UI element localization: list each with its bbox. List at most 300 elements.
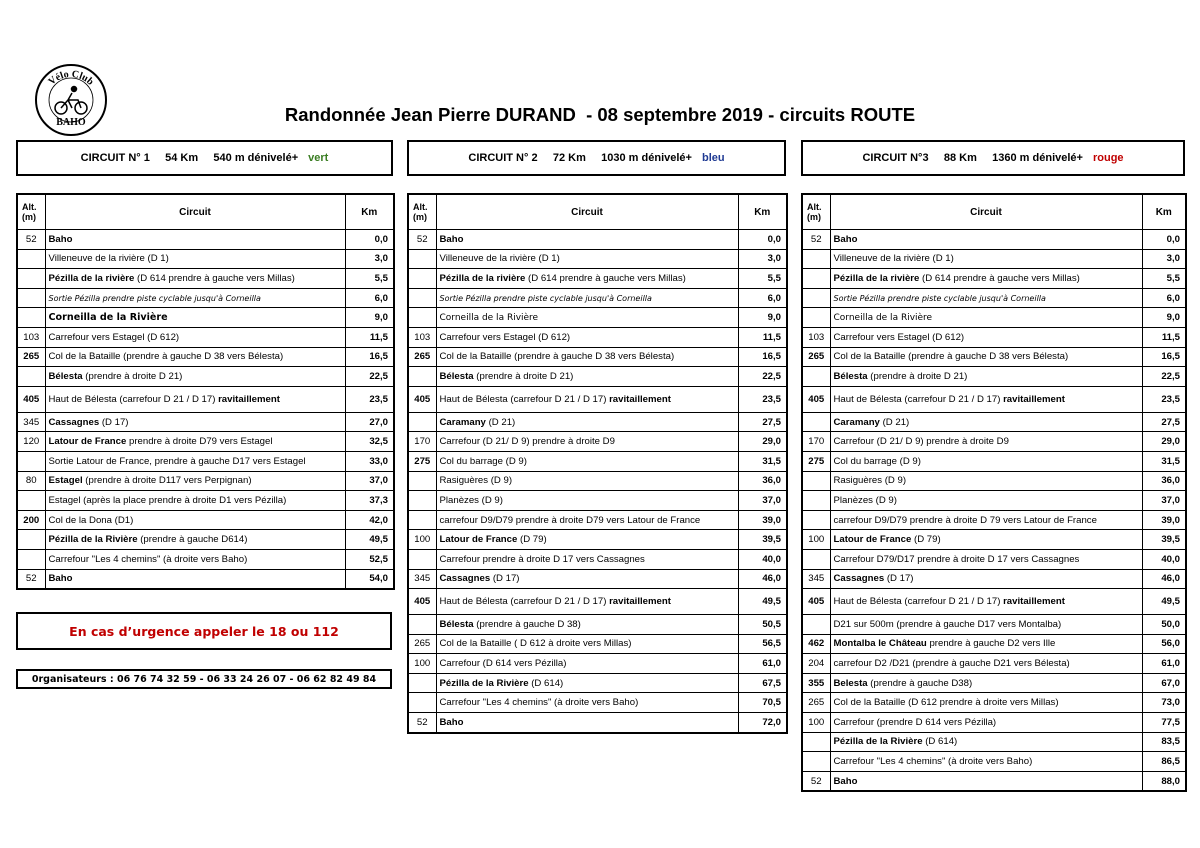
km-cell: 11,5 [1142, 327, 1186, 347]
table-row [17, 308, 394, 328]
circuit-3-table [801, 193, 1187, 792]
waypoint-cell [436, 308, 738, 328]
table-row [802, 634, 1186, 654]
km-cell: 27,5 [738, 412, 787, 432]
waypoint-cell [45, 471, 345, 491]
table-row [408, 327, 787, 347]
waypoint-cell [830, 530, 1142, 550]
waypoint-detail: Sortie Pézilla prendre piste cyclable jusqu'à Corneilla [48, 293, 261, 303]
circuit-1-header [16, 140, 393, 176]
km-cell: 22,5 [738, 367, 787, 387]
waypoint-cell [830, 654, 1142, 674]
waypoint-cell [830, 347, 1142, 367]
table-row [408, 308, 787, 328]
waypoint-cell [436, 530, 738, 550]
altitude-cell: 170 [408, 432, 436, 452]
table-row [17, 412, 394, 432]
waypoint-name: Cassagnes [439, 573, 491, 585]
waypoint-detail: Carrefour vers Estagel (D 612) [48, 331, 180, 343]
waypoint-name: Pézilla de la Rivière [48, 534, 138, 546]
altitude-cell: 100 [408, 654, 436, 674]
waypoint-detail: Sortie Latour de France, prendre à gauche D17 vers Estagel [48, 455, 306, 467]
waypoint-name: Bélesta [439, 370, 474, 382]
table-row [802, 386, 1186, 412]
table-row [17, 530, 394, 550]
waypoint-cell [436, 451, 738, 471]
altitude-cell [17, 288, 45, 308]
waypoint-cell [830, 249, 1142, 269]
altitude-cell: 265 [802, 347, 830, 367]
col-km: Km [738, 194, 787, 230]
waypoint-cell [830, 673, 1142, 693]
altitude-cell: 52 [802, 771, 830, 791]
altitude-cell: 100 [802, 713, 830, 733]
table-row [17, 230, 394, 250]
table-row [17, 367, 394, 387]
km-cell: 72,0 [738, 713, 787, 733]
waypoint-detail: (D 17) [99, 416, 129, 428]
table-row [408, 530, 787, 550]
waypoint-cell [45, 288, 345, 308]
waypoint-detail: Col de la Bataille (prendre à gauche D 38 vers Bélesta) [439, 351, 675, 363]
km-cell: 67,0 [1142, 673, 1186, 693]
table-row [408, 569, 787, 589]
km-cell: 23,5 [738, 386, 787, 412]
km-cell: 9,0 [345, 308, 394, 328]
waypoint-name: Pézilla de la rivière [439, 272, 526, 284]
altitude-cell: 405 [802, 589, 830, 615]
circuit-label: CIRCUIT N° 2 72 Km 1030 m dénivelé+ [468, 152, 692, 164]
table-row [408, 269, 787, 289]
km-cell: 16,5 [1142, 347, 1186, 367]
waypoint-name: Bélesta [48, 370, 83, 382]
refreshment-label: ravitaillement [1003, 393, 1065, 405]
table-row [408, 412, 787, 432]
circuit-2-table [407, 193, 788, 734]
waypoint-detail: Carrefour prendre à droite D 17 vers Cassagnes [439, 553, 645, 565]
waypoint-detail: Carrefour "Les 4 chemins" (à droite vers Baho) [833, 756, 1033, 768]
waypoint-detail: Haut de Bélesta (carrefour D 21 / D 17) [48, 393, 219, 405]
waypoint-name: Montalba le Château [833, 638, 927, 650]
table-row [802, 432, 1186, 452]
table-row [17, 386, 394, 412]
waypoint-detail: (prendre à droite D117 vers Perpignan) [82, 475, 252, 487]
table-row [17, 491, 394, 511]
altitude-cell: 405 [408, 589, 436, 615]
waypoint-cell [830, 327, 1142, 347]
waypoint-cell [45, 230, 345, 250]
circuit-1-table [16, 193, 395, 590]
altitude-cell: 120 [17, 432, 45, 452]
altitude-cell: 275 [408, 451, 436, 471]
waypoint-detail: Haut de Bélesta (carrefour D 21 / D 17) [439, 393, 610, 405]
table-row [17, 569, 394, 589]
km-cell: 46,0 [1142, 569, 1186, 589]
waypoint-cell [830, 732, 1142, 752]
table-row [802, 451, 1186, 471]
km-cell: 39,5 [738, 530, 787, 550]
waypoint-cell [45, 327, 345, 347]
altitude-cell: 103 [17, 327, 45, 347]
km-cell: 33,0 [345, 451, 394, 471]
waypoint-detail: Villeneuve de la rivière (D 1) [439, 253, 560, 265]
km-cell: 70,5 [738, 693, 787, 713]
circuit-3-header [801, 140, 1185, 176]
altitude-cell: 52 [17, 230, 45, 250]
km-cell: 83,5 [1142, 732, 1186, 752]
altitude-cell [802, 615, 830, 635]
emergency-notice: En cas d’urgence appeler le 18 ou 112 [16, 612, 392, 650]
waypoint-detail: Villeneuve de la rivière (D 1) [48, 253, 169, 265]
waypoint-detail: Col de la Bataille ( D 612 à droite vers Millas) [439, 638, 632, 650]
waypoint-cell [830, 510, 1142, 530]
waypoint-cell [830, 693, 1142, 713]
km-cell: 56,0 [1142, 634, 1186, 654]
table-row [17, 249, 394, 269]
altitude-cell: 103 [802, 327, 830, 347]
waypoint-cell [830, 569, 1142, 589]
altitude-cell [408, 288, 436, 308]
km-cell: 37,0 [345, 471, 394, 491]
waypoint-cell [436, 713, 738, 733]
table-row [408, 510, 787, 530]
waypoint-name: Baho [439, 716, 464, 728]
km-cell: 5,5 [738, 269, 787, 289]
table-row [802, 569, 1186, 589]
table-row [802, 732, 1186, 752]
waypoint-cell [436, 569, 738, 589]
waypoint-detail: prendre à droite D79 vers Estagel [126, 436, 273, 448]
table-row [802, 367, 1186, 387]
altitude-cell [802, 752, 830, 772]
km-cell: 56,5 [738, 634, 787, 654]
altitude-cell: 100 [802, 530, 830, 550]
table-row [17, 510, 394, 530]
waypoint-name: Caramany [439, 416, 486, 428]
waypoint-cell [830, 230, 1142, 250]
waypoint-detail: (D 614 prendre à gauche vers Millas) [919, 272, 1080, 284]
waypoint-name: Bélesta [833, 370, 868, 382]
waypoint-name: Pézilla de la rivière [48, 272, 135, 284]
table-row [802, 615, 1186, 635]
waypoint-detail: (prendre à droite D 21) [867, 370, 968, 382]
logo-top-text: Vélo Club [46, 68, 96, 88]
km-cell: 5,5 [1142, 269, 1186, 289]
waypoint-cell [45, 569, 345, 589]
waypoint-detail: Rasiguères (D 9) [833, 475, 907, 487]
waypoint-cell [436, 367, 738, 387]
waypoint-detail: (D 614 prendre à gauche vers Millas) [525, 272, 686, 284]
altitude-cell: 100 [408, 530, 436, 550]
km-cell: 0,0 [1142, 230, 1186, 250]
km-cell: 0,0 [345, 230, 394, 250]
waypoint-cell [830, 386, 1142, 412]
table-row [408, 471, 787, 491]
waypoint-detail: Corneilla de la Rivière [833, 313, 933, 324]
km-cell: 3,0 [345, 249, 394, 269]
altitude-cell: 355 [802, 673, 830, 693]
altitude-cell [408, 693, 436, 713]
waypoint-detail: carrefour D9/D79 prendre à droite D 79 vers Latour de France [833, 514, 1097, 526]
km-cell: 42,0 [345, 510, 394, 530]
waypoint-detail: Sortie Pézilla prendre piste cyclable jusqu'à Corneilla [833, 293, 1046, 303]
altitude-cell [408, 491, 436, 511]
svg-text:Vélo Club [46, 69, 95, 88]
altitude-cell: 405 [802, 386, 830, 412]
km-cell: 39,0 [738, 510, 787, 530]
km-cell: 6,0 [1142, 288, 1186, 308]
km-cell: 39,5 [1142, 530, 1186, 550]
club-logo [34, 63, 108, 137]
waypoint-detail: (prendre à droite D 21) [82, 370, 183, 382]
table-row [408, 367, 787, 387]
altitude-cell [408, 673, 436, 693]
altitude-cell [17, 451, 45, 471]
km-cell: 6,0 [345, 288, 394, 308]
waypoint-cell [830, 367, 1142, 387]
km-cell: 23,5 [1142, 386, 1186, 412]
altitude-cell: 265 [802, 693, 830, 713]
altitude-cell [802, 367, 830, 387]
altitude-cell [802, 308, 830, 328]
altitude-cell: 265 [17, 347, 45, 367]
altitude-cell [802, 471, 830, 491]
waypoint-cell [45, 491, 345, 511]
km-cell: 67,5 [738, 673, 787, 693]
altitude-cell: 405 [408, 386, 436, 412]
table-row [802, 589, 1186, 615]
altitude-cell [802, 269, 830, 289]
waypoint-cell [436, 412, 738, 432]
waypoint-cell [436, 654, 738, 674]
waypoint-cell [830, 771, 1142, 791]
waypoint-detail: (D 614) [528, 677, 564, 689]
waypoint-name: Pézilla de la Rivière [439, 677, 529, 689]
altitude-cell [17, 269, 45, 289]
waypoint-cell [436, 634, 738, 654]
waypoint-name: Baho [48, 233, 73, 245]
table-row [408, 654, 787, 674]
circuit-color: bleu [701, 152, 725, 164]
waypoint-cell [45, 530, 345, 550]
altitude-cell [802, 412, 830, 432]
table-row [802, 771, 1186, 791]
km-cell: 0,0 [738, 230, 787, 250]
table-row [408, 549, 787, 569]
waypoint-detail: Corneilla de la Rivière [439, 313, 539, 324]
waypoint-name: Cassagnes [48, 416, 100, 428]
km-cell: 73,0 [1142, 693, 1186, 713]
km-cell: 37,3 [345, 491, 394, 511]
waypoint-name: Belesta [833, 677, 868, 689]
km-cell: 16,5 [738, 347, 787, 367]
table-row [802, 327, 1186, 347]
waypoint-detail: (prendre à droite D 21) [473, 370, 574, 382]
refreshment-label: ravitaillement [609, 393, 671, 405]
waypoint-detail: Col de la Bataille (D 612 prendre à droite vers Millas) [833, 697, 1059, 709]
waypoint-name: Pézilla de la Rivière [833, 736, 923, 748]
km-cell: 22,5 [345, 367, 394, 387]
col-circuit: Circuit [830, 194, 1142, 230]
table-row [408, 288, 787, 308]
waypoint-detail: Col de la Dona (D1) [48, 514, 134, 526]
altitude-cell [17, 367, 45, 387]
waypoint-detail: (prendre à gauche D614) [137, 534, 248, 546]
table-row [408, 249, 787, 269]
altitude-cell [17, 249, 45, 269]
waypoint-cell [45, 249, 345, 269]
altitude-cell [408, 471, 436, 491]
col-alt: Alt. (m) [408, 194, 436, 230]
waypoint-name: Bélesta [439, 618, 474, 630]
table-row [17, 288, 394, 308]
km-cell: 37,0 [738, 491, 787, 511]
waypoint-cell [830, 432, 1142, 452]
altitude-cell: 275 [802, 451, 830, 471]
km-cell: 77,5 [1142, 713, 1186, 733]
refreshment-label: ravitaillement [1003, 596, 1065, 608]
table-row [802, 269, 1186, 289]
waypoint-detail: Carrefour "Les 4 chemins" (à droite vers Baho) [48, 553, 248, 565]
table-row [408, 491, 787, 511]
table-row [802, 491, 1186, 511]
waypoint-name: Latour de France [48, 436, 127, 448]
table-row [408, 589, 787, 615]
waypoint-cell [45, 386, 345, 412]
waypoint-cell [45, 347, 345, 367]
altitude-cell: 405 [17, 386, 45, 412]
waypoint-cell [45, 269, 345, 289]
logo-bottom-text: BAHO [56, 117, 86, 128]
altitude-cell: 265 [408, 347, 436, 367]
circuit-label: CIRCUIT N°3 88 Km 1360 m dénivelé+ [862, 152, 1083, 164]
waypoint-detail: (D 21) [485, 416, 516, 428]
waypoint-detail: carrefour D2 /D21 (prendre à gauche D21 vers Bélesta) [833, 658, 1070, 670]
waypoint-cell [830, 549, 1142, 569]
waypoint-detail: (prendre à gauche D 38) [473, 618, 581, 630]
waypoint-cell [436, 432, 738, 452]
altitude-cell: 52 [408, 230, 436, 250]
altitude-cell: 52 [802, 230, 830, 250]
km-cell: 27,0 [345, 412, 394, 432]
col-km: Km [1142, 194, 1186, 230]
km-cell: 49,5 [738, 589, 787, 615]
table-row [408, 713, 787, 733]
waypoint-cell [436, 288, 738, 308]
waypoint-detail: Planèzes (D 9) [439, 494, 503, 506]
table-row [408, 634, 787, 654]
table-row [802, 347, 1186, 367]
waypoint-name: Estagel [48, 475, 83, 487]
waypoint-detail: Col de la Bataille (prendre à gauche D 38 vers Bélesta) [833, 351, 1069, 363]
waypoint-detail: Carrefour vers Estagel (D 612) [833, 331, 965, 343]
km-cell: 40,0 [1142, 549, 1186, 569]
waypoint-detail: carrefour D9/D79 prendre à droite D79 vers Latour de France [439, 514, 701, 526]
waypoint-cell [830, 308, 1142, 328]
waypoint-cell [436, 673, 738, 693]
table-row [408, 230, 787, 250]
km-cell: 32,5 [345, 432, 394, 452]
refreshment-label: ravitaillement [218, 393, 280, 405]
km-cell: 27,5 [1142, 412, 1186, 432]
waypoint-name: Baho [439, 233, 464, 245]
km-cell: 29,0 [1142, 432, 1186, 452]
refreshment-label: ravitaillement [609, 596, 671, 608]
waypoint-detail: (prendre à gauche D38) [867, 677, 973, 689]
km-cell: 54,0 [345, 569, 394, 589]
waypoint-detail: Haut de Bélesta (carrefour D 21 / D 17) [439, 596, 610, 608]
waypoint-cell [436, 249, 738, 269]
waypoint-cell [436, 510, 738, 530]
waypoint-name: Cassagnes [833, 573, 885, 585]
waypoint-detail: Carrefour D79/D17 prendre à droite D 17 vers Cassagnes [833, 553, 1080, 565]
waypoint-name: Caramany [833, 416, 880, 428]
km-cell: 88,0 [1142, 771, 1186, 791]
km-cell: 61,0 [1142, 654, 1186, 674]
waypoint-detail: Carrefour vers Estagel (D 612) [439, 331, 571, 343]
altitude-cell [802, 549, 830, 569]
col-km: Km [345, 194, 394, 230]
page-title: Randonnée Jean Pierre DURAND - 08 septembre 2019 - circuits ROUTE [284, 104, 916, 125]
waypoint-detail: Villeneuve de la rivière (D 1) [833, 253, 954, 265]
waypoint-cell [45, 432, 345, 452]
col-alt: Alt. (m) [17, 194, 45, 230]
altitude-cell [802, 732, 830, 752]
altitude-cell: 103 [408, 327, 436, 347]
col-circuit: Circuit [45, 194, 345, 230]
waypoint-cell [830, 752, 1142, 772]
km-cell: 50,5 [738, 615, 787, 635]
altitude-cell: 200 [17, 510, 45, 530]
altitude-cell: 80 [17, 471, 45, 491]
waypoint-cell [436, 386, 738, 412]
waypoint-cell [45, 412, 345, 432]
table-row [802, 288, 1186, 308]
waypoint-cell [436, 327, 738, 347]
altitude-cell [802, 491, 830, 511]
km-cell: 49,5 [345, 530, 394, 550]
altitude-cell [408, 549, 436, 569]
waypoint-detail: Haut de Bélesta (carrefour D 21 / D 17) [833, 596, 1004, 608]
table-row [17, 471, 394, 491]
cyclist-icon [55, 87, 87, 115]
km-cell: 11,5 [345, 327, 394, 347]
km-cell: 50,0 [1142, 615, 1186, 635]
altitude-cell [408, 269, 436, 289]
waypoint-detail: Col de la Bataille (prendre à gauche D 38 vers Bélesta) [48, 351, 284, 363]
altitude-cell [17, 530, 45, 550]
altitude-cell [408, 615, 436, 635]
km-cell: 5,5 [345, 269, 394, 289]
altitude-cell [17, 549, 45, 569]
altitude-cell [408, 308, 436, 328]
waypoint-cell [830, 451, 1142, 471]
circuit-label: CIRCUIT N° 1 54 Km 540 m dénivelé+ [80, 152, 299, 164]
waypoint-cell [436, 693, 738, 713]
waypoint-cell [436, 491, 738, 511]
waypoint-cell [830, 471, 1142, 491]
waypoint-detail: (D 79) [517, 534, 547, 546]
altitude-cell [802, 249, 830, 269]
waypoint-cell [830, 491, 1142, 511]
altitude-cell [802, 510, 830, 530]
circuit-2-header [407, 140, 786, 176]
altitude-cell [408, 510, 436, 530]
altitude-cell [408, 249, 436, 269]
table-row [17, 327, 394, 347]
km-cell: 52,5 [345, 549, 394, 569]
km-cell: 36,0 [738, 471, 787, 491]
